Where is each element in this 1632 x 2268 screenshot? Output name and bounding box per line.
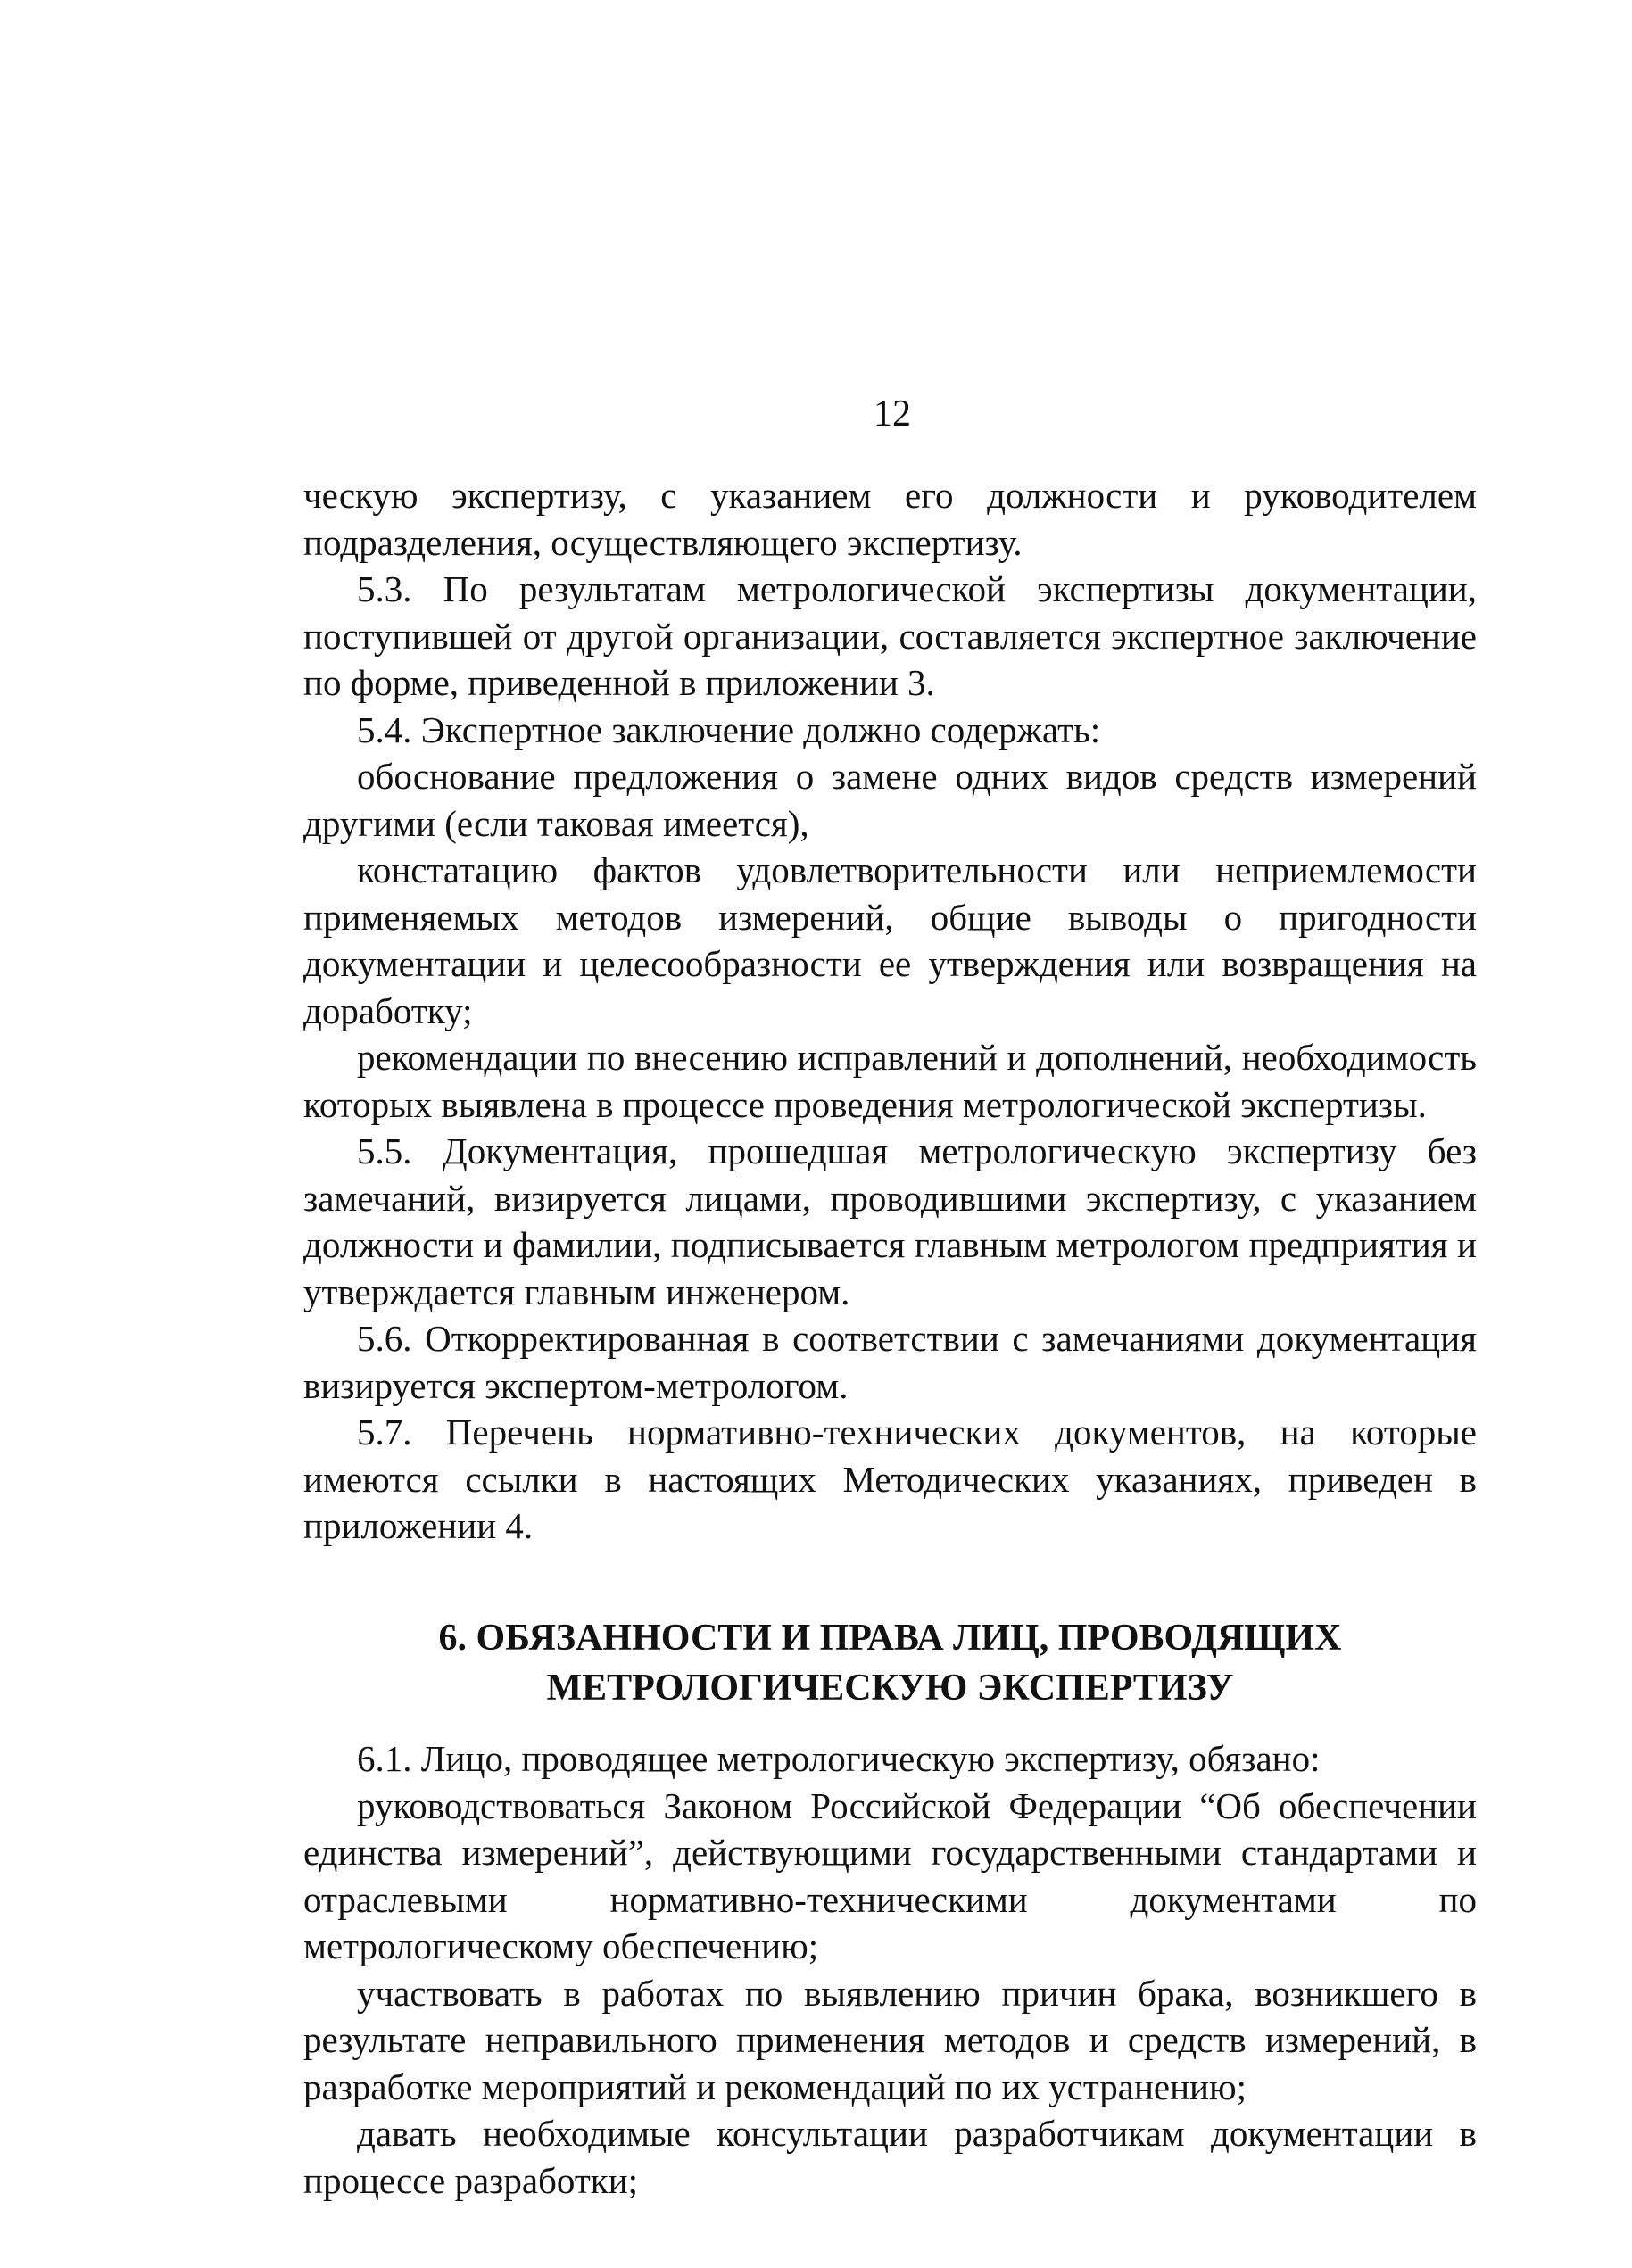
paragraph-5-4-item-1: обоснование предложения о замене одних видов средств измерений другими (если таковая имеется), bbox=[303, 756, 1477, 844]
paragraph-5-4-item-3: рекомендации по внесению исправлений и дополнений, необходимость которых выявлена в процессе проведения метрологической экспертизы. bbox=[303, 1037, 1477, 1125]
paragraph-5-5: 5.5. Документация, прошедшая метрологическую экспертизу без замечаний, визируется лицами, проводившими экспертизу, с указанием должности и фамилии, подписывается главным метрологом предприятия и утверждается главным инженером. bbox=[303, 1130, 1477, 1312]
paragraph-6-1-item-1: руководствоваться Законом Российской Федерации “Об обеспечении единства измерений”, действующими государственными стандартами и отраслевыми нормативно-техническими документами по метрологическому обеспечению; bbox=[303, 1784, 1477, 1966]
paragraph-5-4: 5.4. Экспертное заключение должно содержать: bbox=[357, 708, 1101, 750]
section-5-continuation bbox=[303, 472, 1477, 1550]
section-6-heading bbox=[303, 1613, 1477, 1713]
section-6-heading-line-2: МЕТРОЛОГИЧЕСКУЮ ЭКСПЕРТИЗУ bbox=[546, 1668, 1234, 1709]
section-6-body bbox=[303, 1735, 1477, 2204]
paragraph-5-4-item-2: констатацию фактов удовлетворительности или неприемлемости применяемых методов измерений, общие выводы о пригодности документации и целесообразности ее утверждения или возвращения на доработку; bbox=[303, 849, 1477, 1031]
paragraph-5-7: 5.7. Перечень нормативно-технических документов, на которые имеются ссылки в настоящих Методических указаниях, приведен в приложении 4. bbox=[303, 1411, 1477, 1546]
section-6-heading-line-1: 6. ОБЯЗАННОСТИ И ПРАВА ЛИЦ, ПРОВОДЯЩИХ bbox=[438, 1618, 1342, 1659]
paragraph-6-1: 6.1. Лицо, проводящее метрологическую экспертизу, обязано: bbox=[357, 1738, 1321, 1779]
paragraph-6-1-item-2: участвовать в работах по выявлению причин брака, возникшего в результате неправильного применения методов и средств измерений, в разработке мероприятий и рекомендаций по их устранению; bbox=[303, 1972, 1477, 2107]
paragraph-6-1-item-3: давать необходимые консультации разработчикам документации в процессе разработки; bbox=[303, 2113, 1477, 2201]
page-number: 12 bbox=[874, 393, 911, 435]
paragraph-5-6: 5.6. Откорректированная в соответствии с замечаниями документация визируется экспертом-метрологом. bbox=[303, 1318, 1477, 1406]
paragraph-5-3: 5.3. По результатам метрологической экспертизы документации, поступившей от другой организации, составляется экспертное заключение по форме, приведенной в приложении 3. bbox=[303, 568, 1477, 703]
paragraph-continuation: ческую экспертизу, с указанием его должности и руководителем подразделения, осуществляющего экспертизу. bbox=[303, 475, 1477, 563]
